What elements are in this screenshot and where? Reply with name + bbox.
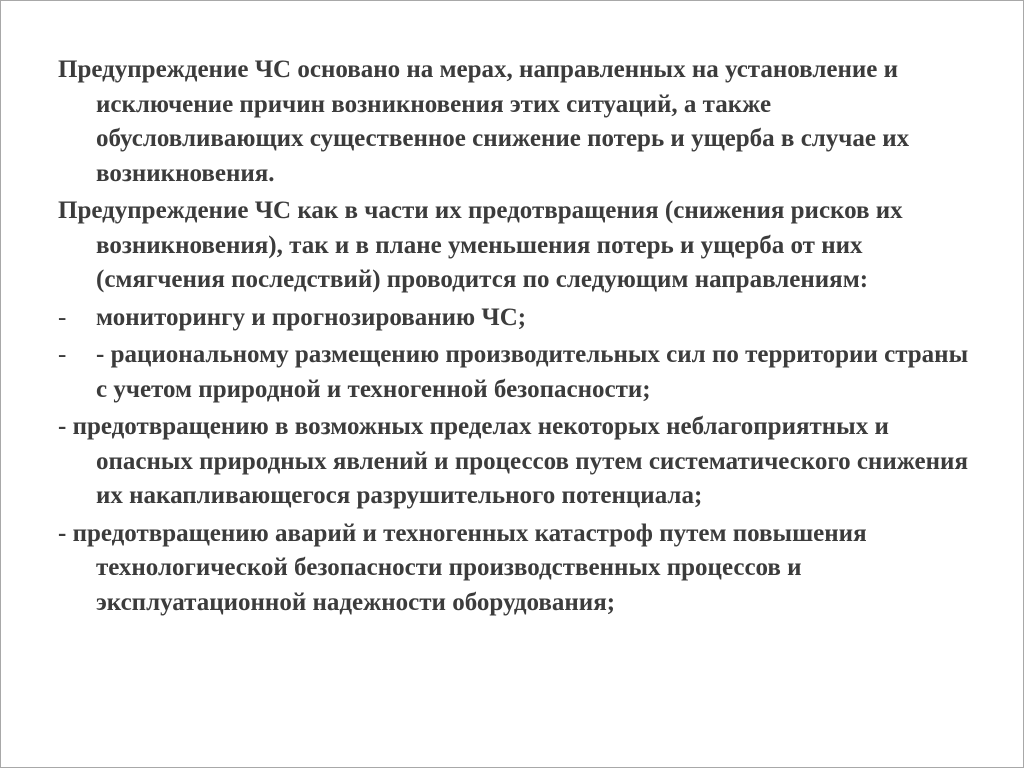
paragraph-prevention-basis: Предупреждение ЧС основано на мерах, направленных на установление и исключение причин возникновения этих ситуаций, а также обусловливающих существенное снижение потерь и ущерба в случае их возникновения. xyxy=(58,56,910,187)
list-item-placement xyxy=(58,338,983,407)
list-item-accident-prevention: - предотвращению аварий и техногенных катастроф путем повышения технологической безопасности производственных процессов и эксплуатационной надежности оборудования; xyxy=(58,519,867,616)
list-item-text: - рациональному размещению производительных сил по территории страны с учетом природной и техногенной безопасности; xyxy=(96,341,969,403)
dash-marker: - xyxy=(58,341,67,368)
list-item-text: мониторингу и прогнозированию ЧС; xyxy=(96,303,527,331)
dash-marker: - xyxy=(58,303,67,331)
list-item-natural-hazards: - предотвращению в возможных пределах некоторых неблагоприятных и опасных природных явлений и процессов путем систематического снижения их накапливающегося разрушительного потенциала; xyxy=(58,413,968,509)
list-item-monitoring xyxy=(58,301,983,336)
paragraph-prevention-directions: Предупреждение ЧС как в части их предотвращения (снижения рисков их возникновения), так и в плане уменьшения потерь и ущерба от них (смягчения последствий) проводится по следующим направлениям: xyxy=(58,197,903,293)
slide-body xyxy=(58,53,983,623)
